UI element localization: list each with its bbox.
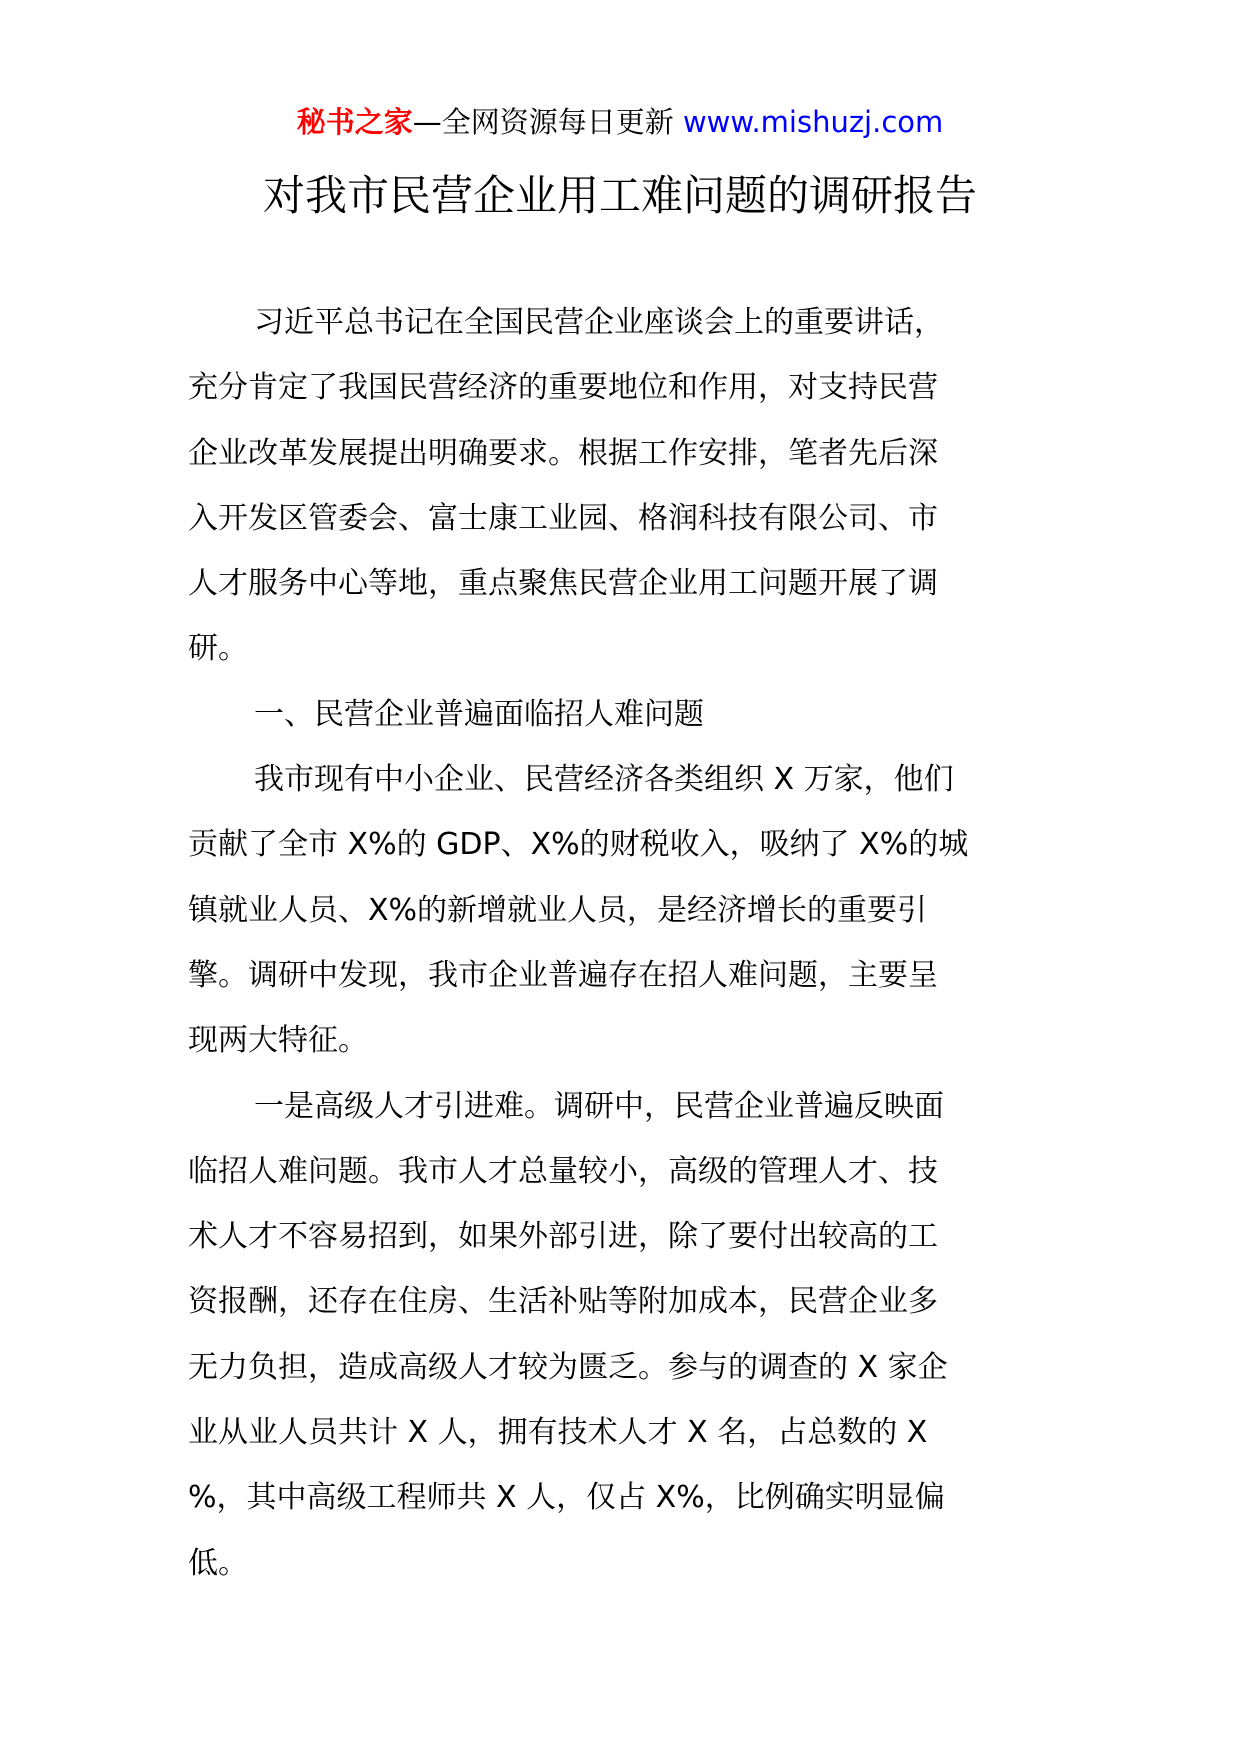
paragraph-line: 人才服务中心等地，重点聚焦民营企业用工问题开展了调 [188, 566, 938, 602]
paragraph-line: 充分肯定了我国民营经济的重要地位和作用，对支持民营 [188, 370, 938, 406]
paragraph-line: 研。 [188, 631, 248, 667]
document-body [188, 290, 1058, 1596]
paragraph-line: 低。 [188, 1545, 248, 1581]
paragraph-line: 我市现有中小企业、民营经济各类组织 X 万家，他们 [254, 762, 954, 798]
document-title: 对我市民营企业用工难问题的调研报告 [262, 171, 977, 220]
paragraph-line: 企业改革发展提出明确要求。根据工作安排，笔者先后深 [188, 435, 938, 471]
paragraph-line: 习近平总书记在全国民营企业座谈会上的重要讲话， [254, 305, 944, 340]
paragraph-line: 临招人难问题。我市人才总量较小，高级的管理人才、技 [188, 1153, 938, 1189]
paragraph-line: 现两大特征。 [188, 1023, 368, 1059]
paragraph-line: 镇就业人员、X%的新增就业人员，是经济增长的重要引 [188, 892, 928, 928]
intro-paragraph [188, 290, 1058, 682]
paragraph-line: 入开发区管委会、富士康工业园、格润科技有限公司、市 [188, 500, 938, 536]
paragraph-line: 术人才不容易招到，如果外部引进，除了要付出较高的工 [188, 1219, 938, 1255]
paragraph-line: 贡献了全市 X%的 GDP、X%的财税收入，吸纳了 X%的城 [188, 827, 969, 863]
paragraph-line: 业从业人员共计 X 人，拥有技术人才 X 名，占总数的 X [188, 1415, 928, 1451]
body-paragraph [188, 1074, 1058, 1596]
site-tagline: —全网资源每日更新 [412, 105, 683, 139]
site-brand: 秘书之家 [296, 105, 413, 139]
paragraph-line: 擎。调研中发现，我市企业普遍存在招人难问题，主要呈 [188, 957, 938, 993]
paragraph-line: 资报酬，还存在住房、生活补贴等附加成本，民营企业多 [188, 1284, 938, 1320]
section-heading [188, 682, 1058, 747]
paragraph-line: 无力负担，造成高级人才较为匮乏。参与的调查的 X 家企 [188, 1349, 948, 1385]
site-url-link[interactable]: www.mishuzj.com [682, 105, 944, 139]
section-heading-text: 一、民营企业普遍面临招人难问题 [254, 696, 704, 732]
site-header [0, 102, 1240, 142]
body-paragraph [188, 747, 1058, 1073]
paragraph-line: 一是高级人才引进难。调研中，民营企业普遍反映面 [254, 1088, 944, 1124]
paragraph-line: %，其中高级工程师共 X 人，仅占 X%，比例确实明显偏 [188, 1480, 945, 1516]
